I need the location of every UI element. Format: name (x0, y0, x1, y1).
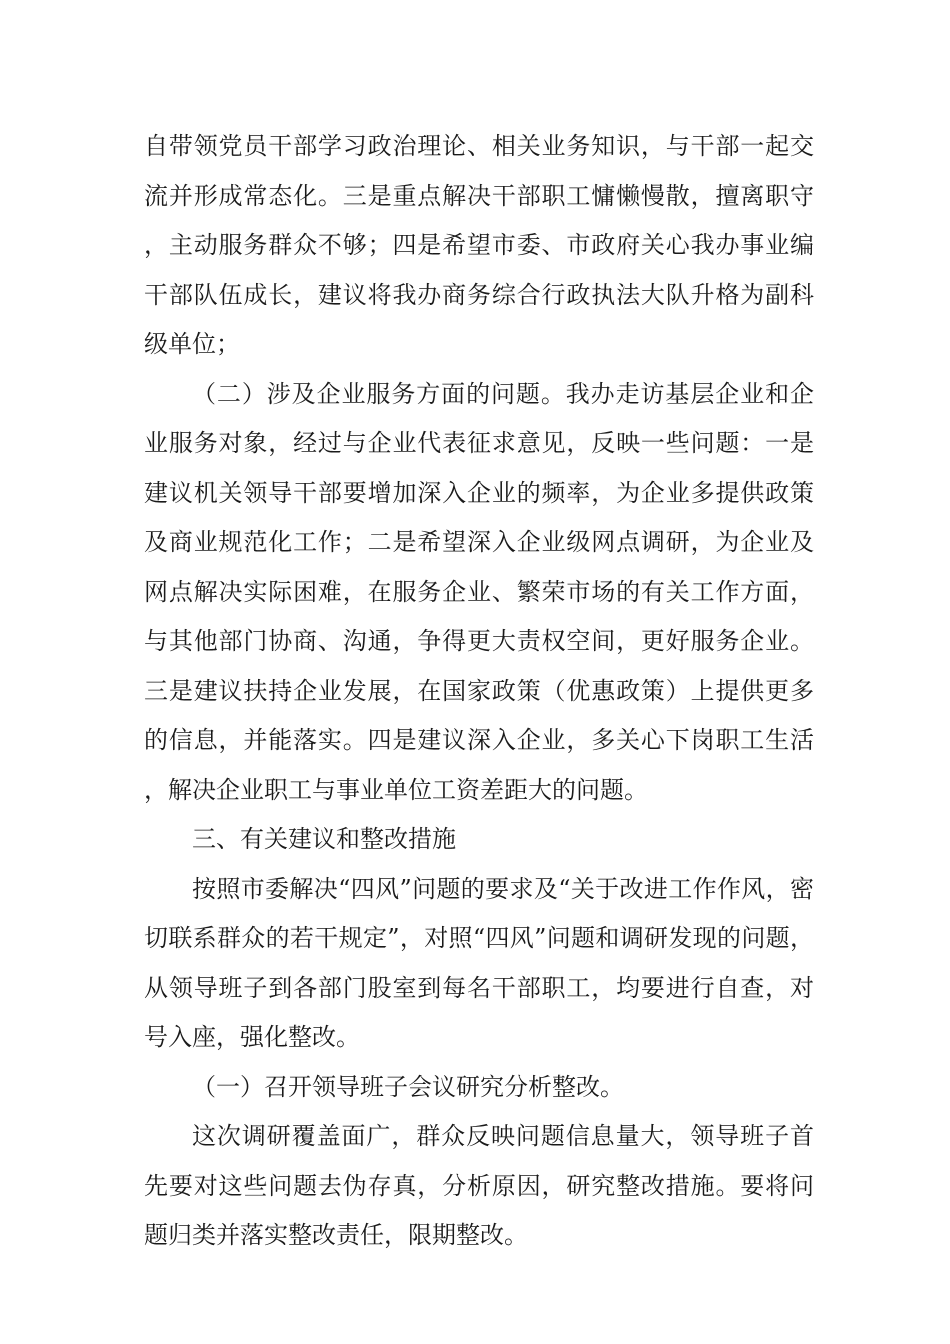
paragraph-6: 这次调研覆盖面广，群众反映问题信息量大，领导班子首先要对这些问题去伪存真，分析原因，研究整改措施。要将问题归类并落实整改责任，限期整改。 (144, 1122, 814, 1249)
paragraph-1: 自带领党员干部学习政治理论、相关业务知识，与干部一起交流并形成常态化。三是重点解决干部职工慵懒慢散，擅离职守，主动服务群众不够；四是希望市委、市政府关心我办事业编干部队伍成长，建议将我办商务综合行政执法大队升格为副科级单位； (144, 132, 814, 358)
section-heading-3: 三、有关建议和整改措施 (192, 825, 456, 853)
paragraph-2: （二）涉及企业服务方面的问题。我办走访基层企业和企业服务对象，经过与企业代表征求意见，反映一些问题：一是建议机关领导干部要增加深入企业的频率，为企业多提供政策及商业规范化工作；二是希望深入企业级网点调研，为企业及网点解决实际困难，在服务企业、繁荣市场的有关工作方面，与其他部门协商、沟通，争得更大责权空间，更好服务企业。三是建议扶持企业发展，在国家政策（优惠政策）上提供更多的信息，并能落实。四是建议深入企业，多关心下岗职工生活，解决企业职工与事业单位工资差距大的问题。 (144, 379, 814, 804)
paragraph-4: 按照市委解决“四风”问题的要求及“关于改进工作作风，密切联系群众的若干规定”，对照“四风”问题和调研发现的问题，从领导班子到各部门股室到每名干部职工，均要进行自查，对号入座，强化整改。 (144, 874, 814, 1051)
document-body (144, 122, 814, 1261)
subsection-heading-1: （一）召开领导班子会议研究分析整改。 (192, 1072, 624, 1101)
